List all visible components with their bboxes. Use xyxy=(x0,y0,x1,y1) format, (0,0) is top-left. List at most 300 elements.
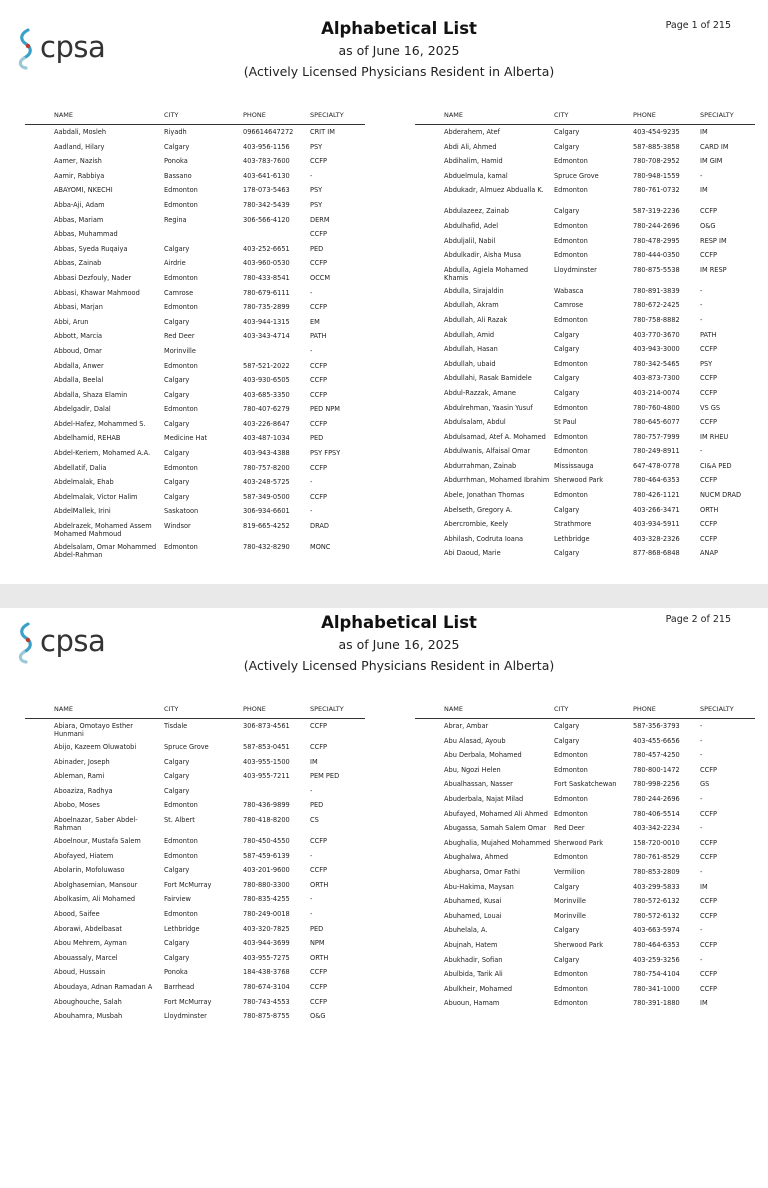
cell-city: Morinville xyxy=(554,911,586,920)
cell-specialty: - xyxy=(700,955,703,964)
cell-city: Fairview xyxy=(164,895,191,904)
cell-phone: 403-943-4388 xyxy=(243,449,290,458)
cell-specialty: CCFP xyxy=(700,476,717,485)
cell-city: Calgary xyxy=(164,376,190,385)
cell-specialty: PATH xyxy=(700,330,717,339)
table-row xyxy=(415,748,755,763)
cell-phone: 587-356-3793 xyxy=(633,722,680,730)
cell-city: Calgary xyxy=(554,505,580,514)
cell-name: Abdullah, Ali Razak xyxy=(444,315,508,324)
table-row xyxy=(415,719,755,734)
cell-phone: 819-665-4252 xyxy=(243,522,290,531)
table-row xyxy=(415,807,755,822)
cell-city: Edmonton xyxy=(554,359,588,368)
cell-specialty: CS xyxy=(310,815,319,824)
cell-specialty: CCFP xyxy=(700,911,717,920)
table-row xyxy=(25,995,365,1010)
cell-name: Abdukadr, Almuez Abdualla K. xyxy=(444,186,544,195)
cell-city: Calgary xyxy=(164,757,190,766)
cell-name: Abi Daoud, Marie xyxy=(444,549,501,558)
table-row xyxy=(415,415,755,430)
cell-specialty: IM xyxy=(700,882,708,891)
cell-city: Red Deer xyxy=(554,824,585,833)
cell-city: Edmonton xyxy=(164,405,198,414)
table-row xyxy=(415,996,755,1011)
table-row xyxy=(415,284,755,299)
table-row xyxy=(415,444,755,459)
cell-name: Abbi, Arun xyxy=(54,317,89,326)
cell-name: Abdulla, Sirajaldin xyxy=(444,286,504,295)
cell-specialty: - xyxy=(310,288,313,297)
cell-city: Edmonton xyxy=(554,809,588,818)
cell-phone: 780-572-6132 xyxy=(633,897,680,906)
cell-phone: 780-761-8529 xyxy=(633,853,680,862)
cell-phone: 587-521-2022 xyxy=(243,361,290,370)
table-header xyxy=(25,110,365,125)
cell-city: Morinville xyxy=(554,897,586,906)
cell-city: Calgary xyxy=(164,772,190,781)
cell-city: Calgary xyxy=(164,317,190,326)
cell-city: Edmonton xyxy=(554,186,588,195)
cell-phone: 403-783-7600 xyxy=(243,157,290,166)
table-row xyxy=(415,234,755,249)
table-row xyxy=(25,140,365,155)
table-row xyxy=(25,769,365,784)
cell-phone: 780-342-5439 xyxy=(243,200,290,209)
cell-name: Abolghasemian, Mansour xyxy=(54,880,138,889)
cell-city: Wabasca xyxy=(554,286,584,295)
column-header-name: NAME xyxy=(444,111,464,119)
cell-city: Edmonton xyxy=(164,186,198,195)
table-row xyxy=(415,836,755,851)
table-row xyxy=(25,490,365,505)
cell-phone: 403-252-6651 xyxy=(243,244,290,253)
table-row xyxy=(25,798,365,813)
table-row xyxy=(25,154,365,169)
cell-city: Sherwood Park xyxy=(554,838,604,847)
cell-phone: 403-873-7300 xyxy=(633,374,680,383)
table-row xyxy=(25,227,365,242)
cell-specialty: CCFP xyxy=(310,419,327,428)
cell-phone: 780-800-1472 xyxy=(633,765,680,774)
physician-table-left xyxy=(25,110,365,561)
cell-phone: 780-244-2696 xyxy=(633,794,680,803)
cell-phone: 158-720-0010 xyxy=(633,838,680,847)
cell-name: Abdul-Razzak, Amane xyxy=(444,388,516,397)
cell-name: Abdullah, Amid xyxy=(444,330,495,339)
cell-city: Calgary xyxy=(554,128,580,136)
cell-name: Abbas, Muhammad xyxy=(54,230,118,239)
cell-name: Abduljalil, Nabil xyxy=(444,236,496,245)
cell-phone: 780-391-1880 xyxy=(633,999,680,1008)
cell-city: Edmonton xyxy=(164,200,198,209)
cell-city: Calgary xyxy=(554,388,580,397)
cell-city: Calgary xyxy=(164,390,190,399)
cell-specialty: CCFP xyxy=(310,376,327,385)
cell-phone: 780-853-2809 xyxy=(633,867,680,876)
cell-specialty: - xyxy=(310,507,313,516)
cell-specialty: CCFP xyxy=(700,853,717,862)
cell-name: Abduelmula, kamal xyxy=(444,171,508,180)
cell-city: Tisdale xyxy=(164,722,188,730)
cell-phone: 403-960-0530 xyxy=(243,259,290,268)
cell-city: Morinville xyxy=(164,346,196,355)
column-header-specialty: SPECIALTY xyxy=(310,705,344,713)
cell-name: Abdihalim, Hamid xyxy=(444,157,503,166)
cell-phone: 780-760-4800 xyxy=(633,403,680,412)
cell-city: Edmonton xyxy=(164,273,198,282)
cell-name: Abdullah, ubaid xyxy=(444,359,496,368)
cell-city: Edmonton xyxy=(164,463,198,472)
cell-specialty: IM xyxy=(310,757,318,766)
cell-name: Aamer, Nazish xyxy=(54,157,102,166)
column-header-specialty: SPECIALTY xyxy=(310,111,344,119)
table-row xyxy=(25,519,365,540)
cell-city: Edmonton xyxy=(554,236,588,245)
cell-phone: 780-998-2256 xyxy=(633,780,680,789)
cell-phone: 096614647272 xyxy=(243,128,294,136)
cell-phone: 587-349-0500 xyxy=(243,492,290,501)
cell-phone: 403-930-6505 xyxy=(243,376,290,385)
cell-specialty: ORTH xyxy=(310,953,329,962)
cell-specialty: VS GS xyxy=(700,403,721,412)
cell-city: Edmonton xyxy=(554,999,588,1008)
cell-phone: 780-432-8290 xyxy=(243,543,290,552)
cell-specialty: CCFP xyxy=(310,390,327,399)
cell-phone: 780-244-2696 xyxy=(633,221,680,230)
cell-name: Abdalla, Beelal xyxy=(54,376,104,385)
cell-name: Abdi Ali, Ahmed xyxy=(444,142,497,151)
cell-specialty: CCFP xyxy=(310,968,327,977)
cell-phone: 403-685-3350 xyxy=(243,390,290,399)
cell-specialty: CCFP xyxy=(310,836,327,845)
column-header-phone: PHONE xyxy=(633,111,656,119)
cell-phone: 403-955-7275 xyxy=(243,953,290,962)
cell-specialty: OCCM xyxy=(310,273,331,282)
cell-name: Abdulrehman, Yaasin Yusuf xyxy=(444,403,533,412)
cell-name: Abelseth, Gregory A. xyxy=(444,505,513,514)
cell-city: Camrose xyxy=(554,301,584,310)
cell-city: Airdrie xyxy=(164,259,186,268)
cell-name: Abouhamra, Musbah xyxy=(54,1012,123,1021)
cell-name: Aboudaya, Adnan Ramadan A xyxy=(54,982,153,991)
cell-city: Medicine Hat xyxy=(164,434,208,443)
cell-city: St Paul xyxy=(554,418,577,427)
table-row xyxy=(25,417,365,432)
cell-city: Edmonton xyxy=(554,794,588,803)
cell-specialty: PSY xyxy=(700,359,713,368)
cell-city: Red Deer xyxy=(164,332,195,341)
cell-phone: 780-645-6077 xyxy=(633,418,680,427)
cell-specialty: PED xyxy=(310,434,324,443)
cell-city: Calgary xyxy=(164,478,190,487)
cell-phone: 780-478-2995 xyxy=(633,236,680,245)
cell-name: Aabdali, Mosleh xyxy=(54,128,107,136)
document-page-2 xyxy=(0,594,768,1188)
cell-name: Abuhamed, Louai xyxy=(444,911,502,920)
cell-phone: 403-342-2234 xyxy=(633,824,680,833)
cell-specialty: MONC xyxy=(310,543,331,552)
table-row xyxy=(415,734,755,749)
table-row xyxy=(415,371,755,386)
cell-phone: 306-873-4561 xyxy=(243,722,290,730)
table-row xyxy=(415,923,755,938)
cell-name: Abouassaly, Marcel xyxy=(54,953,118,962)
table-row xyxy=(415,204,755,219)
cell-name: Abdalla, Anwer xyxy=(54,361,104,370)
cell-phone: 403-944-3699 xyxy=(243,939,290,948)
cell-city: St. Albert xyxy=(164,815,195,824)
table-row xyxy=(25,834,365,849)
table-row xyxy=(25,813,365,834)
cell-city: Calgary xyxy=(554,330,580,339)
cell-city: Edmonton xyxy=(164,303,198,312)
column-header-name: NAME xyxy=(54,705,74,713)
cell-specialty: CI&A PED xyxy=(700,461,732,470)
column-header-phone: PHONE xyxy=(633,705,656,713)
cell-name: Abu, Ngozi Helen xyxy=(444,765,501,774)
cell-name: Abdulhafid, Adel xyxy=(444,221,499,230)
cell-name: Abolarin, Mofoluwaso xyxy=(54,866,125,875)
table-row xyxy=(415,938,755,953)
cell-specialty: ORTH xyxy=(310,880,329,889)
cell-name: Abdelhamid, REHAB xyxy=(54,434,121,443)
table-row xyxy=(25,446,365,461)
cell-city: Calgary xyxy=(164,419,190,428)
cell-phone: 780-754-4104 xyxy=(633,970,680,979)
cell-city: Edmonton xyxy=(554,432,588,441)
cell-specialty: CCFP xyxy=(310,303,327,312)
cell-name: Abbasi, Marjan xyxy=(54,303,103,312)
table-row xyxy=(25,125,365,140)
cell-specialty: ANAP xyxy=(700,549,718,558)
cell-name: Abdulazeez, Zainab xyxy=(444,207,509,216)
cell-phone: 403-955-1500 xyxy=(243,757,290,766)
cell-specialty: CCFP xyxy=(310,866,327,875)
cell-specialty: ORTH xyxy=(700,505,719,514)
cell-city: Calgary xyxy=(554,955,580,964)
cell-phone: 403-455-6656 xyxy=(633,736,680,745)
cell-specialty: - xyxy=(700,171,703,180)
cell-specialty: PSY xyxy=(310,142,323,151)
cell-specialty: PATH xyxy=(310,332,327,341)
cell-name: Abderahem, Atef xyxy=(444,128,500,136)
table-row xyxy=(25,878,365,893)
table-row xyxy=(25,863,365,878)
date-line: as of June 16, 2025 xyxy=(338,637,460,652)
column-header-city: CITY xyxy=(164,705,179,713)
cell-name: Abuoun, Hamam xyxy=(444,999,500,1008)
cell-city: Edmonton xyxy=(554,221,588,230)
cell-name: Abinader, Joseph xyxy=(54,757,110,766)
column-header-city: CITY xyxy=(164,111,179,119)
cell-name: Abdulsamad, Atef A. Mohamed xyxy=(444,432,546,441)
cell-specialty: - xyxy=(700,751,703,760)
cell-specialty: O&G xyxy=(310,1012,326,1021)
cell-name: Aboughouche, Salah xyxy=(54,997,122,1006)
table-row xyxy=(415,248,755,263)
table-row xyxy=(415,401,755,416)
table-row xyxy=(25,461,365,476)
cell-phone: 780-891-3839 xyxy=(633,286,680,295)
table-row xyxy=(25,300,365,315)
table-header xyxy=(415,704,755,719)
table-row xyxy=(25,344,365,359)
table-row xyxy=(25,256,365,271)
cell-phone: 780-436-9899 xyxy=(243,801,290,810)
table-row xyxy=(25,951,365,966)
cell-phone: 780-406-5514 xyxy=(633,809,680,818)
table-row xyxy=(415,821,755,836)
cell-phone: 780-743-4553 xyxy=(243,997,290,1006)
cell-city: Calgary xyxy=(164,492,190,501)
cell-name: Abdellatif, Dalia xyxy=(54,463,107,472)
cell-specialty: PED xyxy=(310,244,324,253)
cell-specialty: CCFP xyxy=(700,374,717,383)
cell-specialty: PEM PED xyxy=(310,772,340,781)
cell-name: Abukhadir, Sofian xyxy=(444,955,503,964)
cell-name: AbdelMallek, Irini xyxy=(54,507,111,516)
cell-name: Abu Derbala, Mohamed xyxy=(444,751,522,760)
cell-name: Abdelsalam, Omar Mohammed Abdel-Rahman xyxy=(54,543,157,560)
cell-phone: 403-214-0074 xyxy=(633,388,680,397)
cell-name: Abulbida, Tarik Ali xyxy=(444,970,503,979)
cell-specialty: - xyxy=(700,301,703,310)
cell-city: Calgary xyxy=(554,736,580,745)
cell-city: Calgary xyxy=(164,866,190,875)
cell-name: Abba-Aji, Adam xyxy=(54,200,105,209)
page-number: Page 2 of 215 xyxy=(665,614,731,625)
cell-name: Abdulla, Agiela Mohamed Khamis xyxy=(444,265,529,282)
cell-phone: 403-487-1034 xyxy=(243,434,290,443)
table-row xyxy=(25,740,365,755)
cell-phone: 403-226-8647 xyxy=(243,419,290,428)
cell-name: Abbas, Mariam xyxy=(54,215,104,224)
cell-name: Abdelrazek, Mohamed Assem Mohamed Mahmoud xyxy=(54,522,152,539)
table-row xyxy=(25,504,365,519)
cell-phone: 587-459-6139 xyxy=(243,851,290,860)
cell-specialty: CCFP xyxy=(700,765,717,774)
cell-specialty: CCFP xyxy=(700,388,717,397)
cell-city: Strathmore xyxy=(554,520,592,529)
cell-specialty: - xyxy=(700,926,703,935)
cell-phone: 780-407-6279 xyxy=(243,405,290,414)
cell-phone: 403-944-1315 xyxy=(243,317,290,326)
cell-specialty: CCFP xyxy=(310,743,327,751)
physician-table-left xyxy=(25,704,365,1024)
cell-phone: 403-641-6130 xyxy=(243,171,290,180)
cell-city: Spruce Grove xyxy=(164,743,209,751)
table-row xyxy=(415,357,755,372)
physician-table-right xyxy=(415,704,755,1011)
page-title: Alphabetical List xyxy=(321,19,477,38)
cell-name: Abdelmalak, Victor Halim xyxy=(54,492,138,501)
cell-specialty: NUCM DRAD xyxy=(700,491,742,500)
cell-city: Calgary xyxy=(554,374,580,383)
cell-name: Aboelnazar, Saber Abdel-Rahman xyxy=(54,815,138,832)
cell-name: Abuderbala, Najat Milad xyxy=(444,794,524,803)
cell-specialty: CCFP xyxy=(310,722,327,730)
cell-phone: 587-885-3858 xyxy=(633,142,680,151)
cell-specialty: - xyxy=(700,286,703,295)
cell-specialty: - xyxy=(700,315,703,324)
cell-phone: 403-956-1156 xyxy=(243,142,290,151)
cell-name: Abughalia, Mujahed Mohammed xyxy=(444,838,551,847)
cell-name: Abdulkadir, Aisha Musa xyxy=(444,251,521,260)
table-row xyxy=(25,286,365,301)
cell-specialty: RESP IM xyxy=(700,236,727,245)
table-row xyxy=(25,965,365,980)
cell-city: Edmonton xyxy=(164,361,198,370)
cell-phone: 780-875-5538 xyxy=(633,265,680,274)
cell-city: Edmonton xyxy=(554,751,588,760)
table-row xyxy=(415,953,755,968)
cell-city: Edmonton xyxy=(164,909,198,918)
cell-phone: 403-299-5833 xyxy=(633,882,680,891)
table-row xyxy=(415,850,755,865)
cell-specialty: IM xyxy=(700,186,708,195)
cell-specialty: CCFP xyxy=(700,418,717,427)
cell-specialty: CCFP xyxy=(310,361,327,370)
cell-city: Lethbridge xyxy=(554,534,590,543)
cell-name: Aboud, Hussain xyxy=(54,968,106,977)
cell-city: Edmonton xyxy=(554,984,588,993)
cell-specialty: CCFP xyxy=(700,251,717,260)
cell-specialty: IM RHEU xyxy=(700,432,729,441)
cell-phone: 403-248-5725 xyxy=(243,478,290,487)
cell-city: Mississauga xyxy=(554,461,594,470)
table-row xyxy=(415,763,755,778)
cell-specialty: CCFP xyxy=(310,259,327,268)
table-row xyxy=(415,263,755,284)
cell-name: Abu-Hakima, Maysan xyxy=(444,882,514,891)
cell-city: Edmonton xyxy=(554,157,588,166)
scope-line: (Actively Licensed Physicians Resident in Alberta) xyxy=(243,658,555,673)
cell-phone: 780-433-8541 xyxy=(243,273,290,282)
table-row xyxy=(415,342,755,357)
cell-phone: 403-343-4714 xyxy=(243,332,290,341)
cell-name: Abbasi, Khawar Mahmood xyxy=(54,288,140,297)
cell-phone: 403-663-5974 xyxy=(633,926,680,935)
cell-city: Calgary xyxy=(164,953,190,962)
cell-name: Abu Alasad, Ayoub xyxy=(444,736,506,745)
cell-name: Abhilash, Codruta Ioana xyxy=(444,534,524,543)
cell-phone: 403-201-9600 xyxy=(243,866,290,875)
cell-phone: 780-249-8911 xyxy=(633,447,680,456)
column-header-specialty: SPECIALTY xyxy=(700,705,734,713)
cell-specialty: IM RESP xyxy=(700,265,727,274)
cell-phone: 780-708-2952 xyxy=(633,157,680,166)
cell-phone: 780-464-6353 xyxy=(633,940,680,949)
cell-city: Bassano xyxy=(164,171,192,180)
cell-name: Abdalla, Shaza Elamin xyxy=(54,390,128,399)
cell-phone: 780-418-8200 xyxy=(243,815,290,824)
cell-city: Lloydminster xyxy=(554,265,597,274)
cell-city: Calgary xyxy=(554,207,580,216)
cell-name: Abbas, Zainab xyxy=(54,259,102,268)
column-header-name: NAME xyxy=(444,705,464,713)
cell-name: Abijo, Kazeem Oluwatobi xyxy=(54,743,137,751)
cell-name: Abdulwanis, Alfaisal Omar xyxy=(444,447,531,456)
table-row xyxy=(415,909,755,924)
table-row xyxy=(25,540,365,561)
cell-city: Calgary xyxy=(554,549,580,558)
cell-city: Windsor xyxy=(164,522,191,531)
cell-city: Vermilion xyxy=(554,867,585,876)
cell-phone: 780-672-2425 xyxy=(633,301,680,310)
table-row xyxy=(25,475,365,490)
table-row xyxy=(25,183,365,198)
